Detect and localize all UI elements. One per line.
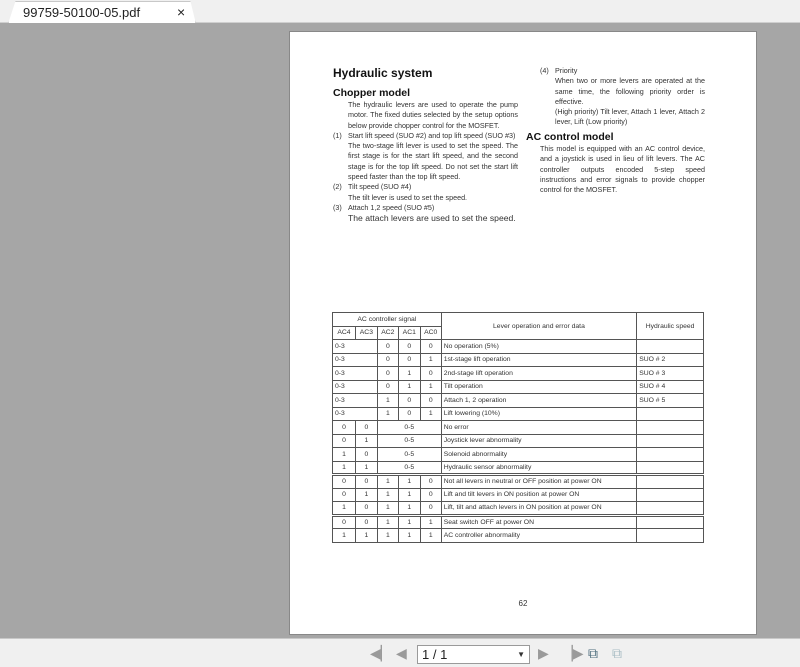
ac4-cell: 1 — [333, 461, 356, 475]
desc-cell: AC controller abnormality — [441, 529, 636, 543]
ac0-cell: 0 — [420, 340, 441, 354]
speed-header: Hydraulic speed — [637, 313, 704, 340]
priority-order: (High priority) Tilt lever, Attach 1 lever, Attach 2 lever, Lift (Low priority) — [555, 107, 705, 127]
speed-cell — [637, 475, 704, 489]
item-number: (3) — [333, 202, 342, 212]
table-row — [333, 529, 704, 543]
table-row — [333, 421, 704, 435]
ac2-cell: 0 — [377, 353, 398, 367]
ac0-cell: 1 — [420, 515, 441, 529]
page-selector[interactable] — [417, 645, 530, 664]
tab-title[interactable]: 99759-50100-05.pdf — [23, 5, 141, 20]
speed-cell: SUO # 2 — [637, 353, 704, 367]
desc-cell: Lift and tilt levers in ON position at power ON — [441, 488, 636, 502]
ac2-ac0-cell: 0-5 — [377, 421, 441, 435]
ac1-cell: 0 — [398, 353, 420, 367]
ac2-cell: 1 — [377, 502, 398, 516]
ac0-header: AC0 — [420, 326, 441, 340]
ac3-cell: 0 — [355, 502, 377, 516]
item-body: The tilt lever is used to set the speed. — [348, 192, 468, 202]
speed-cell — [637, 448, 704, 462]
table-row — [333, 407, 704, 421]
table-row — [333, 340, 704, 354]
ac4-cell: 0 — [333, 515, 356, 529]
list-item — [333, 131, 518, 182]
desc-cell: 2nd-stage lift operation — [441, 367, 636, 381]
group-header: AC controller signal — [333, 313, 442, 327]
ac0-cell: 1 — [420, 380, 441, 394]
chopper-heading: Chopper model — [333, 87, 411, 99]
ac2-cell: 1 — [377, 515, 398, 529]
ac1-cell: 0 — [398, 394, 420, 408]
desc-header: Lever operation and error data — [441, 313, 636, 340]
ac3-cell: 0 — [355, 475, 377, 489]
desc-cell: Hydraulic sensor abnormality — [441, 461, 636, 475]
ac0-cell: 0 — [420, 475, 441, 489]
table-row — [333, 434, 704, 448]
list-item — [333, 203, 518, 224]
first-page-icon[interactable]: ◀▏ — [370, 645, 392, 661]
ac2-cell: 0 — [377, 380, 398, 394]
ac2-cell: 1 — [377, 488, 398, 502]
ac1-cell: 1 — [398, 367, 420, 381]
table-row — [333, 448, 704, 462]
priority-section — [540, 66, 705, 128]
speed-cell — [637, 529, 704, 543]
desc-cell: Not all levers in neutral or OFF position at power ON — [441, 475, 636, 489]
speed-cell — [637, 340, 704, 354]
tab-bar — [0, 0, 800, 23]
ac4-ac3-cell: 0-3 — [333, 380, 378, 394]
ac3-cell: 1 — [355, 529, 377, 543]
ac0-cell: 0 — [420, 488, 441, 502]
table-row — [333, 461, 704, 475]
speed-cell — [637, 515, 704, 529]
ac2-cell: 1 — [377, 394, 398, 408]
item-body: When two or more levers are operated at the same time, the following priority order is effective. — [555, 76, 705, 106]
ac1-cell: 0 — [398, 340, 420, 354]
ac4-cell: 1 — [333, 502, 356, 516]
speed-cell — [637, 434, 704, 448]
fit-page-icon[interactable]: ⧉ — [588, 645, 598, 661]
ac2-cell: 0 — [377, 367, 398, 381]
ac1-cell: 0 — [398, 407, 420, 421]
list-item — [333, 182, 518, 203]
table-row — [333, 502, 704, 516]
ac1-cell: 1 — [398, 475, 420, 489]
ac3-cell: 0 — [355, 421, 377, 435]
ac3-cell: 1 — [355, 488, 377, 502]
ac2-ac0-cell: 0-5 — [377, 461, 441, 475]
table-row — [333, 380, 704, 394]
ac4-cell: 0 — [333, 475, 356, 489]
ac2-header: AC2 — [377, 326, 398, 340]
ac3-cell: 0 — [355, 515, 377, 529]
ac4-ac3-cell: 0-3 — [333, 353, 378, 367]
page-value: 1 / 1 — [422, 647, 448, 662]
table-row — [333, 394, 704, 408]
ac4-header: AC4 — [333, 326, 356, 340]
ac1-cell: 1 — [398, 502, 420, 516]
prev-page-icon[interactable]: ◀ — [396, 645, 407, 661]
ac0-cell: 1 — [420, 407, 441, 421]
item-title: Start lift speed (SUO #2) and top lift speed (SUO #3) — [348, 130, 516, 140]
item-title: Tilt speed (SUO #4) — [348, 182, 412, 192]
desc-cell: Attach 1, 2 operation — [441, 394, 636, 408]
ac4-cell: 0 — [333, 434, 356, 448]
table-row — [333, 515, 704, 529]
ac1-cell: 1 — [398, 380, 420, 394]
ac2-cell: 1 — [377, 475, 398, 489]
fit-width-icon[interactable]: ⧉ — [612, 645, 622, 661]
item-title: Priority — [555, 66, 578, 75]
desc-cell: Joystick lever abnormality — [441, 434, 636, 448]
ac0-cell: 0 — [420, 367, 441, 381]
desc-cell: 1st-stage lift operation — [441, 353, 636, 367]
speed-cell — [637, 502, 704, 516]
ac0-cell: 1 — [420, 353, 441, 367]
list-item — [540, 66, 705, 128]
item-number: (4) — [540, 66, 549, 75]
speed-cell: SUO # 4 — [637, 380, 704, 394]
ac3-header: AC3 — [355, 326, 377, 340]
ac1-cell: 1 — [398, 515, 420, 529]
item-body: The two-stage lift lever is used to set the speed. The first stage is for the start lift speed, and the second stage is for the top lift speed. Do not set the start lift speed faster than the top lift speed. — [348, 141, 518, 182]
ac4-ac3-cell: 0-3 — [333, 367, 378, 381]
ac-signal-table — [332, 312, 704, 543]
desc-cell: No error — [441, 421, 636, 435]
desc-cell: Tilt operation — [441, 380, 636, 394]
speed-cell — [637, 421, 704, 435]
speed-cell — [637, 488, 704, 502]
pdf-page — [289, 31, 757, 635]
table-row — [333, 475, 704, 489]
chevron-down-icon[interactable]: ▼ — [517, 650, 525, 659]
ac-heading: AC control model — [526, 131, 614, 143]
ac4-ac3-cell: 0-3 — [333, 394, 378, 408]
ac2-cell: 1 — [377, 529, 398, 543]
ac0-cell: 0 — [420, 394, 441, 408]
ac2-cell: 1 — [377, 407, 398, 421]
table-row — [333, 488, 704, 502]
page-title: Hydraulic system — [333, 66, 433, 80]
item-body: The attach levers are used to set the speed. — [348, 213, 516, 224]
ac3-cell: 1 — [355, 461, 377, 475]
item-number: (1) — [333, 130, 342, 140]
desc-cell: Seat switch OFF at power ON — [441, 515, 636, 529]
speed-cell — [637, 407, 704, 421]
ac4-ac3-cell: 0-3 — [333, 340, 378, 354]
page-number: 62 — [518, 599, 528, 608]
ac4-cell: 0 — [333, 488, 356, 502]
ac0-cell: 0 — [420, 502, 441, 516]
table-row — [333, 353, 704, 367]
speed-cell: SUO # 5 — [637, 394, 704, 408]
ac4-cell: 0 — [333, 421, 356, 435]
ac1-cell: 1 — [398, 529, 420, 543]
navigation-toolbar — [0, 638, 800, 667]
ac4-cell: 1 — [333, 529, 356, 543]
desc-cell: Lift lowering (10%) — [441, 407, 636, 421]
ac0-cell: 1 — [420, 529, 441, 543]
chopper-intro: The hydraulic levers are used to operate the pump motor. The fixed duties selected by the setup options below provide chopper control for the MOSFET. — [348, 100, 518, 130]
ac1-header: AC1 — [398, 326, 420, 340]
item-number: (2) — [333, 182, 342, 192]
desc-cell: Solenoid abnormality — [441, 448, 636, 462]
ac2-cell: 0 — [377, 340, 398, 354]
table-row — [333, 367, 704, 381]
desc-cell: Lift, tilt and attach levers in ON position at power ON — [441, 502, 636, 516]
close-tab-icon[interactable]: × — [177, 4, 186, 20]
ac2-ac0-cell: 0-5 — [377, 434, 441, 448]
speed-cell — [637, 461, 704, 475]
desc-cell: No operation (5%) — [441, 340, 636, 354]
chopper-section — [333, 100, 518, 224]
ac4-cell: 1 — [333, 448, 356, 462]
last-page-icon[interactable]: ▕▶ — [562, 645, 584, 661]
speed-cell: SUO # 3 — [637, 367, 704, 381]
ac-body: This model is equipped with an AC control device, and a joystick is used in lieu of lift levers. The AC controller outputs encoded 5-step speed instructions and error signals to provide chopper control for the MOSFET. — [540, 144, 705, 195]
ac1-cell: 1 — [398, 488, 420, 502]
ac4-ac3-cell: 0-3 — [333, 407, 378, 421]
ac2-ac0-cell: 0-5 — [377, 448, 441, 462]
next-page-icon[interactable]: ▶ — [538, 645, 549, 661]
ac3-cell: 0 — [355, 448, 377, 462]
ac3-cell: 1 — [355, 434, 377, 448]
item-title: Attach 1,2 speed (SUO #5) — [348, 202, 435, 212]
